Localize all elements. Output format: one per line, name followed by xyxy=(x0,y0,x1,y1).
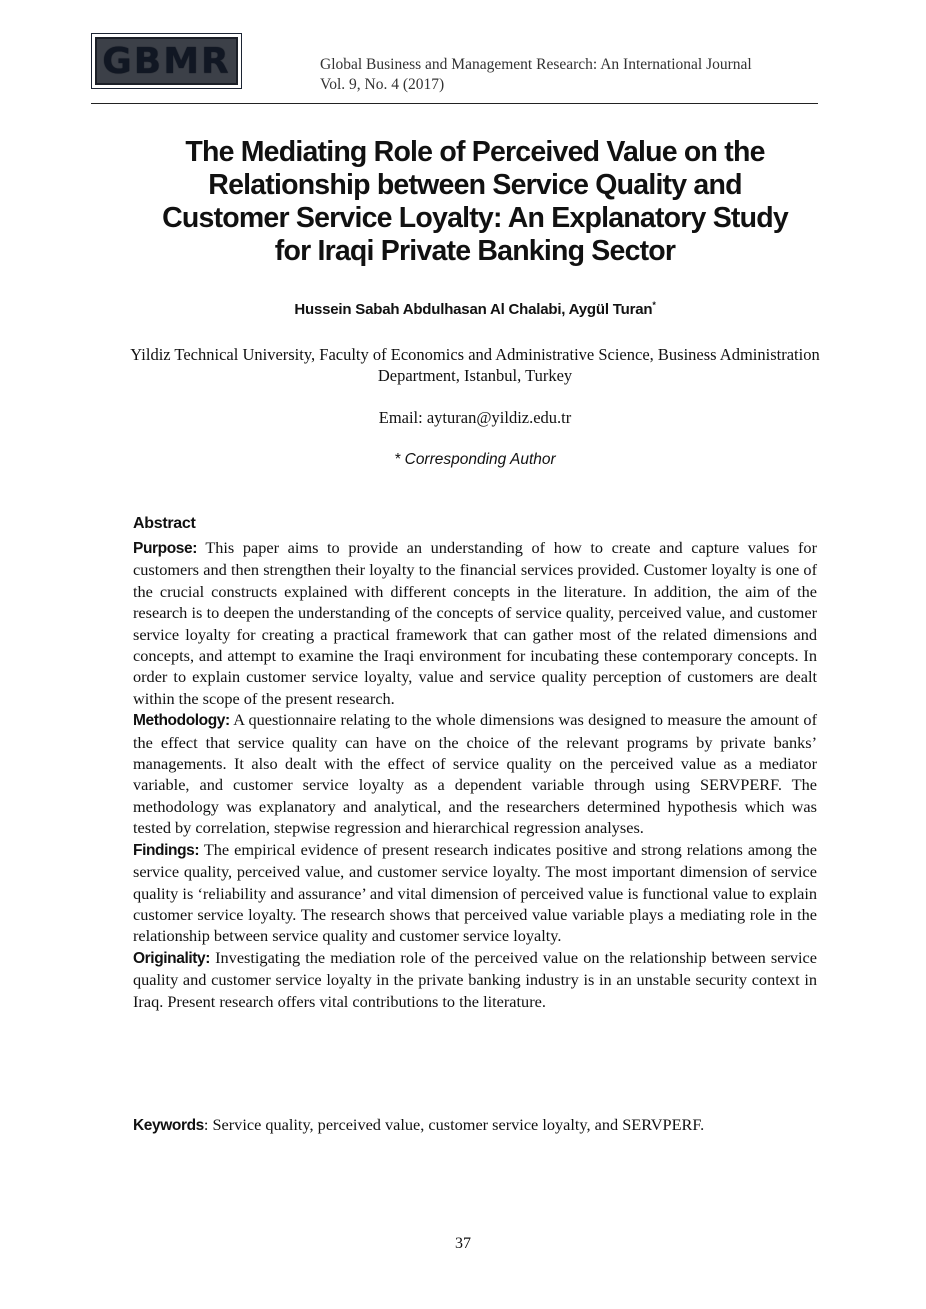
journal-header xyxy=(320,55,830,95)
corresponding-author-note: * Corresponding Author xyxy=(394,451,556,468)
journal-logo xyxy=(91,33,242,89)
affiliation: Yildiz Technical University, Faculty of Economics and Administrative Science, Business Administration Department, Istanbul, Turkey xyxy=(130,345,820,385)
author-email: Email: ayturan@yildiz.edu.tr xyxy=(378,408,572,427)
journal-name: Global Business and Management Research: An International Journal xyxy=(320,56,752,73)
title-line: Relationship between Service Quality and xyxy=(208,169,742,201)
title-line: The Mediating Role of Perceived Value on the xyxy=(185,136,765,168)
originality-text: Investigating the mediation role of the perceived value on the relationship between service quality and customer service loyalty in the private banking industry is in an unstable security context in Iraq. Present research offers vital contributions to the literature. xyxy=(133,947,817,1011)
abstract-purpose xyxy=(133,537,817,709)
author-list xyxy=(100,300,850,318)
purpose-text: This paper aims to provide an understanding of how to create and capture values for customers and then strengthen their loyalty to the financial services provided. Customer loyalty is one of the crucial constructs explained with different concepts in the literature. In addition, the aim of the research is to deepen the understanding of the concepts of service quality, perceived value, and customer service loyalty for creating a practical framework that can gather most of the related dimensions and concepts, and attempt to examine the Iraqi environment for incubating these contemporary concepts. In order to explain customer service loyalty, value and service quality perception of customers are dealt within the scope of the present research. xyxy=(133,538,817,708)
author-names: Hussein Sabah Abdulhasan Al Chalabi, Aygül Turan xyxy=(294,301,653,318)
findings-text: The empirical evidence of present research indicates positive and strong relations among the service quality, perceived value, and customer service loyalty. The most important dimension of service quality is ‘reliability and assurance’ and vital dimension of perceived value is functional value to explain customer service loyalty. The research shows that perceived value variable plays a mediating role in the relationship between service quality and customer service loyalty. xyxy=(133,839,818,946)
keywords xyxy=(133,1115,817,1135)
page-number: 37 xyxy=(455,1235,471,1252)
paper-title xyxy=(100,136,850,268)
journal-logo-text: GBMR xyxy=(95,37,238,85)
purpose-label: Purpose: xyxy=(133,540,197,557)
methodology-label: Methodology: xyxy=(133,712,230,730)
title-line: for Iraqi Private Banking Sector xyxy=(274,235,676,267)
abstract-findings xyxy=(133,839,817,947)
title-line: Customer Service Loyalty: An Explanatory Study xyxy=(162,202,788,234)
originality-label: Originality: xyxy=(133,949,211,967)
findings-label: Findings: xyxy=(133,841,200,859)
keywords-label: Keywords xyxy=(133,1117,204,1134)
methodology-text: A questionnaire relating to the whole dimensions was designed to measure the amount of the effect that service quality can have on the choice of the relevant programs by private banks’ managements. It also dealt with the effect of service quality on the perceived value as a mediator variable, and customer service loyalty as a dependent variable through using SERVPERF. The methodology was explanatory and analytical, and the researchers determined hypothesis which was tested by correlation, stepwise regression and hierarchical regression analyses. xyxy=(133,710,817,838)
abstract-heading: Abstract xyxy=(133,515,196,532)
abstract-body xyxy=(133,537,817,1012)
abstract-methodology xyxy=(133,709,817,838)
journal-volume: Vol. 9, No. 4 (2017) xyxy=(320,76,445,93)
corresponding-mark: * xyxy=(652,300,656,310)
abstract-originality xyxy=(133,947,817,1012)
header-divider xyxy=(91,103,818,104)
keywords-text: : Service quality, perceived value, customer service loyalty, and SERVPERF. xyxy=(203,1115,705,1134)
